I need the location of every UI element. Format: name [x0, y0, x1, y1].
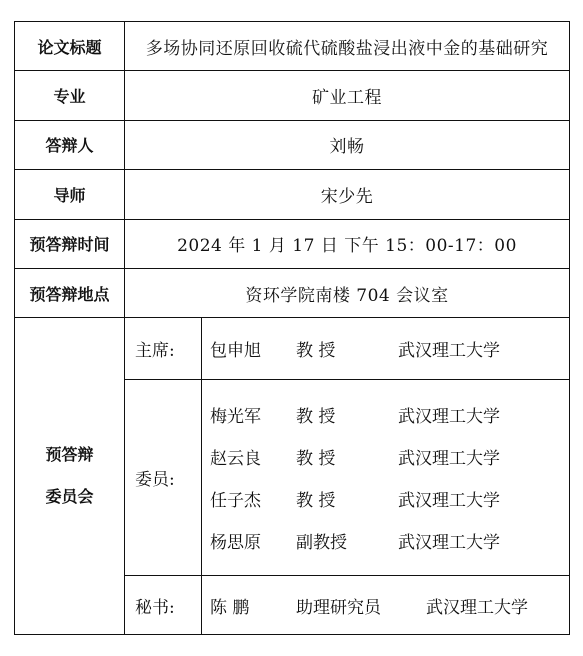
advisor-label: 导师	[15, 170, 125, 219]
thesis-title-value: 多场协同还原回收硫代硫酸盐浸出液中金的基础研究	[125, 22, 570, 71]
thesis-title-label: 论文标题	[15, 22, 125, 71]
member-name: 杨思原	[210, 533, 261, 554]
committee-members	[202, 379, 570, 576]
defense-location-value: 资环学院南楼 704 会议室	[125, 268, 570, 317]
member-title: 教 授	[296, 341, 336, 362]
member-line	[210, 436, 569, 478]
member-line	[210, 478, 569, 520]
member-line	[210, 520, 569, 562]
row-major	[15, 71, 570, 120]
respondent-label: 答辩人	[15, 120, 125, 169]
member-org: 武汉理工大学	[426, 597, 528, 618]
member-line	[210, 584, 569, 626]
respondent-value: 刘畅	[125, 120, 570, 169]
member-name: 赵云良	[210, 449, 261, 470]
committee-label-line2: 委员会	[45, 487, 94, 507]
member-name: 包申旭	[210, 341, 261, 362]
member-name: 梅光军	[210, 407, 261, 428]
committee-label	[15, 318, 125, 635]
committee-label-line1: 预答辩	[45, 445, 94, 465]
row-defense-time	[15, 219, 570, 268]
member-org: 武汉理工大学	[398, 341, 500, 362]
member-title: 教 授	[296, 491, 336, 512]
member-org: 武汉理工大学	[398, 449, 500, 470]
member-org: 武汉理工大学	[398, 407, 500, 428]
row-chair	[15, 318, 570, 380]
row-defense-location	[15, 268, 570, 317]
member-name: 任子杰	[210, 491, 261, 512]
chair-role: 主席:	[125, 318, 202, 380]
secretary-role: 秘书:	[125, 576, 202, 635]
row-thesis-title	[15, 22, 570, 71]
defense-location-label: 预答辩地点	[15, 268, 125, 317]
defense-time-value: 2024 年 1 月 17 日 下午 15：00-17：00	[125, 219, 570, 268]
member-line	[210, 328, 569, 370]
row-advisor	[15, 170, 570, 219]
secretary-members	[202, 576, 570, 635]
member-org: 武汉理工大学	[398, 491, 500, 512]
member-title: 教 授	[296, 407, 336, 428]
advisor-value: 宋少先	[125, 170, 570, 219]
members-role: 委员:	[125, 379, 202, 576]
member-title: 教 授	[296, 449, 336, 470]
major-value: 矿业工程	[125, 71, 570, 120]
member-title: 助理研究员	[296, 597, 381, 618]
defense-info-table	[14, 21, 570, 635]
member-line	[210, 394, 569, 436]
chair-members	[202, 318, 570, 380]
member-name: 陈 鹏	[210, 597, 250, 618]
member-title: 副教授	[296, 533, 347, 554]
row-respondent	[15, 120, 570, 169]
defense-time-label: 预答辩时间	[15, 219, 125, 268]
major-label: 专业	[15, 71, 125, 120]
member-org: 武汉理工大学	[398, 533, 500, 554]
